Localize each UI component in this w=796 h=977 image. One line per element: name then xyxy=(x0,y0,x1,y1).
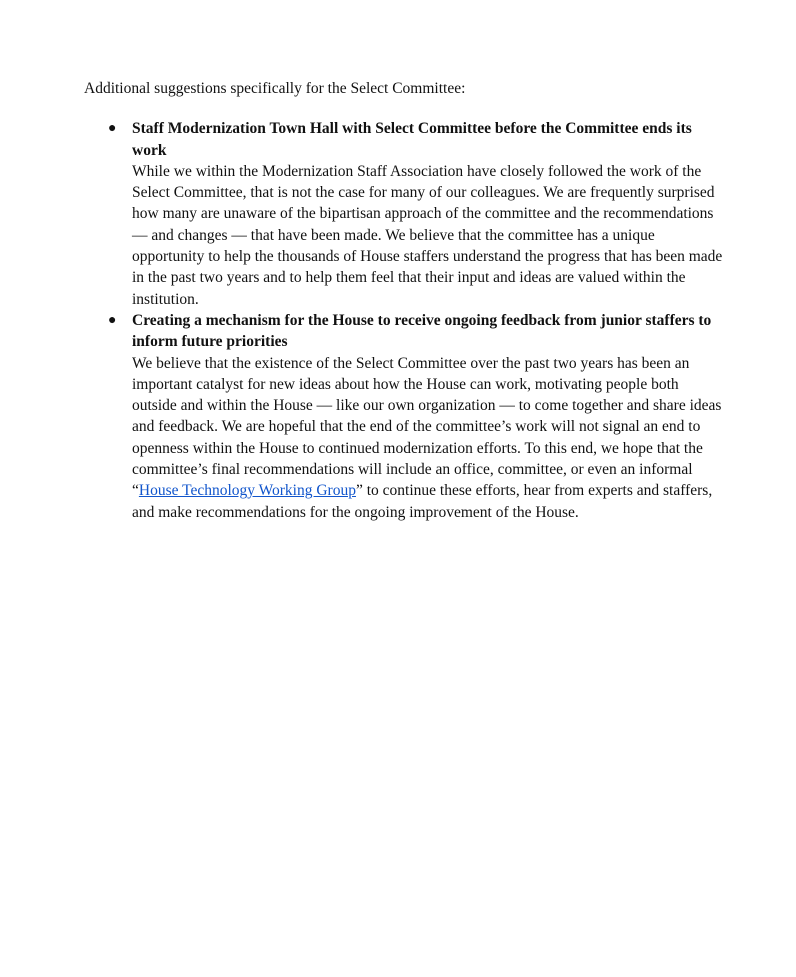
intro-paragraph: Additional suggestions specifically for the Select Committee: xyxy=(84,80,466,97)
bullet-icon: ● xyxy=(108,312,117,328)
bullet-icon: ● xyxy=(108,121,117,137)
document-page xyxy=(84,78,724,523)
list-item xyxy=(84,310,724,523)
house-technology-working-group-link[interactable]: House Technology Working Group xyxy=(138,482,356,500)
body-text-after-link: ” to continue these efforts, hear from experts and staffers, and make recommendations for the ongoing improvement of the House. xyxy=(132,482,713,521)
item-body: While we within the Modernization Staff Association have closely followed the work of the Select Committee, that is not the case for many of our colleagues. We are frequently surprised how many are unaware of the bipartisan approach of the committee and the recommendations — and changes — that have been made. We believe that the committee has a unique opportunity to help the thousands of House staffers understand the progress that has been made in the past two years and to help them feel that their input and ideas are valued within the institution. xyxy=(132,162,723,308)
item-body xyxy=(132,353,724,523)
item-heading: Staff Modernization Town Hall with Select Committee before the Committee ends its work xyxy=(132,120,692,159)
list-item xyxy=(84,118,724,310)
body-text-before-link: We believe that the existence of the Select Committee over the past two years has been an important catalyst for new ideas about how the House can work, motivating people both outside and within the House — like our own organization — to come together and share ideas and feedback. We are hopeful that the end of the committee’s work will not signal an end to openness within the House to continued modernization efforts. To this end, we hope that the committee’s final recommendations will include an office, committee, or even an informal “ xyxy=(132,354,722,500)
item-heading: Creating a mechanism for the House to receive ongoing feedback from junior staffers to inform future priorities xyxy=(132,311,712,351)
